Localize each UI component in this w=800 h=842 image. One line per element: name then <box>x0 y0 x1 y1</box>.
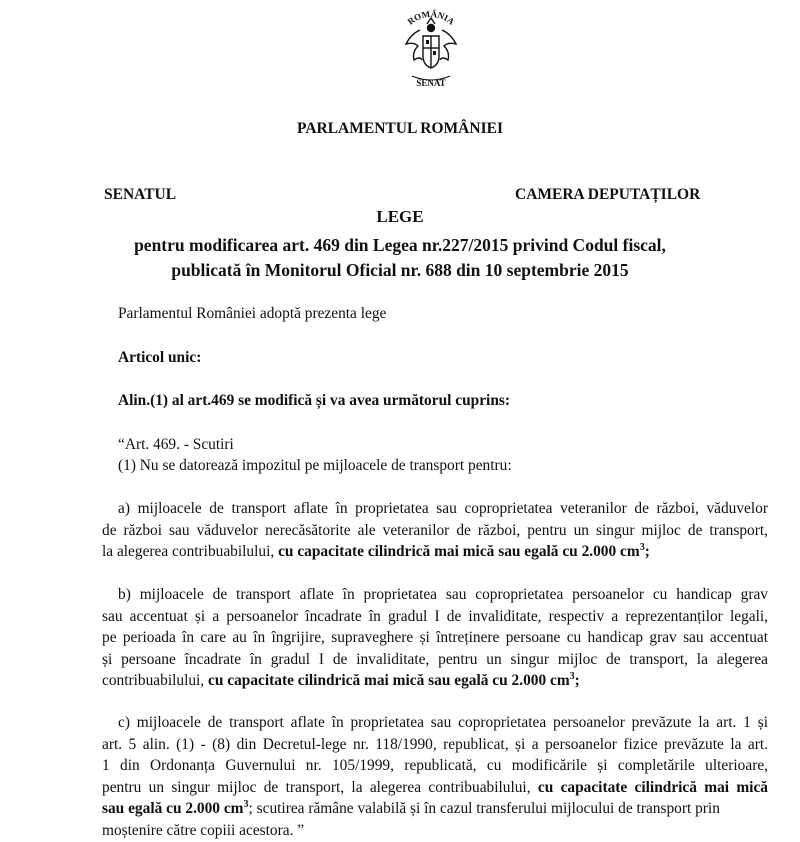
paragraph-c-line: c) mijloacele de transport aflate în proprietatea sau coproprietatea persoanelor prevăzute la art. 1 și <box>118 714 768 731</box>
parliament-heading: PARLAMENTUL ROMÂNIEI <box>297 120 503 137</box>
paragraph-a-cont <box>102 520 768 563</box>
law-title-line-1: pentru modificarea art. 469 din Legea nr.227/2015 privind Codul fiscal, <box>134 235 666 255</box>
paragraph-b-line: contribuabilului, cu capacitate cilindrică mai mică sau egală cu 2.000 $cm^3$; <box>102 671 580 690</box>
paragraph-a-line: de război sau văduvelor nerecăsătorite ale veteranilor de război, pentru un singur mijloc de transport, <box>102 521 768 539</box>
paragraph-b <box>118 584 768 606</box>
paragraph-c-line: art. 5 alin. (1) - (8) din Decretul-lege nr. 118/1990, republicat, și a persoanelor fizice prevăzute la art. <box>102 735 768 753</box>
paragraph-c-line: moștenire către copiii acestora. ” <box>102 821 305 839</box>
article-title: “Art. 469. - Scutiri <box>118 436 234 453</box>
adoption-statement: Parlamentul României adoptă prezenta lege <box>118 305 387 322</box>
paragraph-c-line: sau egală cu 2.000 $cm^3$; scutirea rămâne valabilă și în cazul transferului mijlocului de transport prin <box>102 799 720 818</box>
seal-top-text: ROMÂNIA <box>405 8 457 27</box>
paragraph-c-cont <box>102 734 768 842</box>
paragraph-a <box>118 498 768 520</box>
paragraph-b-line: pe perioada în care au în îngrijire, supraveghere și întreținere persoane cu handicap grav sau accentuat <box>102 629 768 647</box>
seal-bottom-text: SENAT <box>416 78 446 88</box>
article-intro: (1) Nu se datorează impozitul pe mijloacele de transport pentru: <box>118 457 512 474</box>
paragraph-c-line: pentru un singur mijloc de transport, la alegerea contribuabilului, cu capacitate cilindrică mai mică <box>102 778 768 796</box>
paragraph-c-line: 1 din Ordonanța Guvernului nr. 105/1999, republicată, cu modificările și completările ulterioare, <box>102 757 768 775</box>
paragraph-b-line: b) mijloacele de transport aflate în proprietatea sau coproprietatea persoanelor cu handicap grav <box>118 586 768 603</box>
paragraph-b-line: sau accentuat și a persoanelor încadrate în gradul I de invaliditate, respectiv a reprezentanților legali, <box>102 607 768 625</box>
paragraph-a-line: a) mijloacele de transport aflate în proprietatea sau coproprietatea veteranilor de război, văduvelor <box>118 500 768 517</box>
paragraph-b-line: și persoane încadrate în gradul I de invaliditate, pentru un singur mijloc de transport, la alegerea <box>102 650 768 668</box>
law-title-line-2: publicată în Monitorul Oficial nr. 688 din 10 septembrie 2015 <box>171 260 629 280</box>
coat-of-arms-icon <box>406 18 456 68</box>
amendment-statement: Alin.(1) al art.469 se modifică și va avea următorul cuprins: <box>118 392 511 409</box>
paragraph-b-cont <box>102 606 768 692</box>
article-heading: Articol unic: <box>118 349 202 366</box>
chamber-of-deputies-label: CAMERA DEPUTAȚILOR <box>515 186 701 203</box>
law-kind: LEGE <box>376 207 424 226</box>
paragraph-c <box>118 712 768 734</box>
senate-label: SENATUL <box>104 186 177 203</box>
senate-seal <box>390 6 472 94</box>
paragraph-a-line: la alegerea contribuabilului, cu capacitate cilindrică mai mică sau egală cu 2.000 $cm^3$; <box>102 542 650 561</box>
